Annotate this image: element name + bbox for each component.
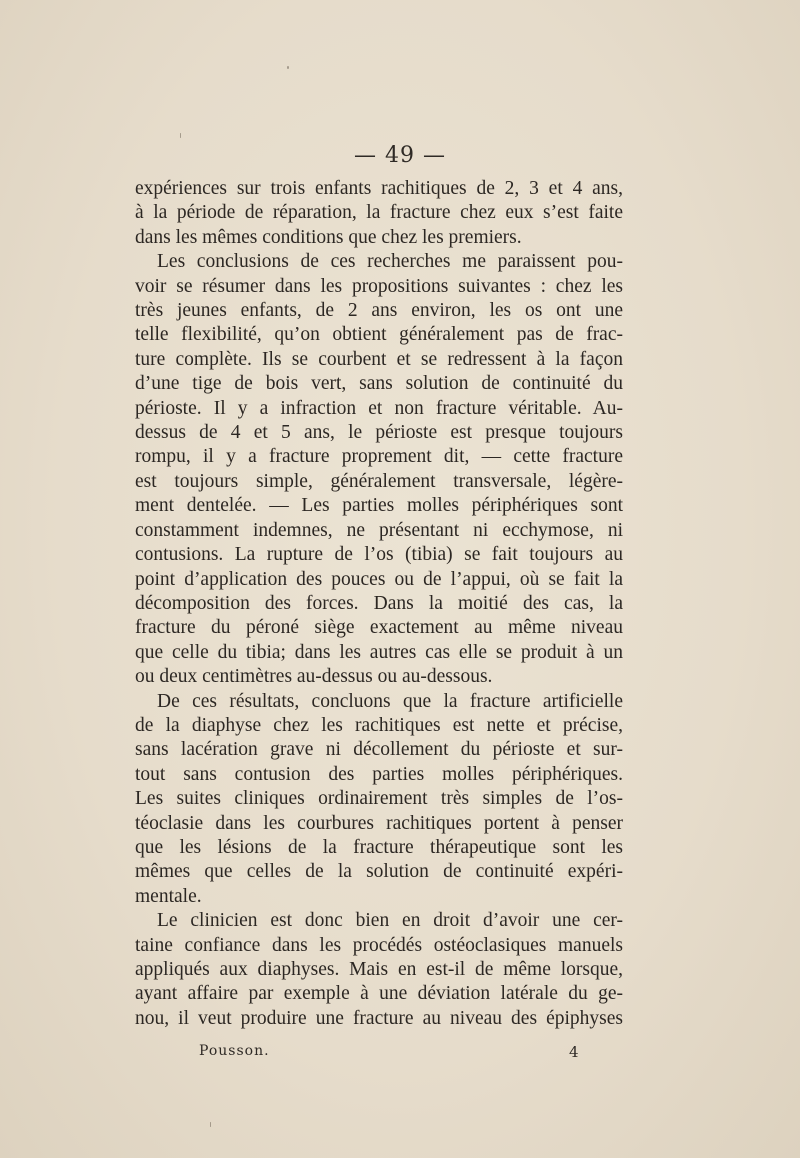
text-line: De ces résultats, concluons que la fracture artificielle <box>157 690 623 712</box>
paragraph <box>135 690 623 910</box>
ink-speck <box>287 66 289 69</box>
body-text <box>135 177 623 1031</box>
text-line: ayant affaire par exemple à une déviation latérale du ge- <box>135 983 623 1005</box>
text-line: fracture du péroné siège exactement au même niveau <box>135 617 623 639</box>
text-line: telle flexibilité, qu’on obtient généralement pas de frac- <box>135 324 623 346</box>
text-line: voir se résumer dans les propositions suivantes : chez les <box>135 275 623 297</box>
text-line: téoclasie dans les courbures rachitiques portent à penser <box>135 812 623 834</box>
text-line: de la diaphyse chez les rachitiques est nette et précise, <box>135 714 623 736</box>
text-line: point d’application des pouces ou de l’appui, où se fait la <box>135 568 623 590</box>
text-line: dans les mêmes conditions que chez les premiers. <box>135 226 522 248</box>
text-line: ture complète. Ils se courbent et se redressent à la façon <box>135 348 623 370</box>
paragraph <box>135 250 623 689</box>
paragraph <box>135 909 623 1031</box>
text-line: mentale. <box>135 885 202 907</box>
text-line: rompu, il y a fracture proprement dit, — cette fracture <box>135 446 623 468</box>
text-line: décomposition des forces. Dans la moitié des cas, la <box>135 592 623 614</box>
text-line: sans lacération grave ni décollement du périoste et sur- <box>135 739 623 761</box>
text-line: d’une tige de bois vert, sans solution de continuité du <box>135 373 623 395</box>
author-running-title: Pousson. <box>199 1043 270 1059</box>
text-line: Les conclusions de ces recherches me paraissent pou- <box>157 251 623 273</box>
text-line: expériences sur trois enfants rachitiques de 2, 3 et 4 ans, <box>135 178 623 199</box>
page-number: — 49 — <box>354 143 446 168</box>
text-line: nou, il veut produire une fracture au niveau des épiphyses <box>135 1007 623 1029</box>
text-line: est toujours simple, généralement transversale, légère- <box>135 470 623 492</box>
text-line: tout sans contusion des parties molles périphériques. <box>135 763 623 785</box>
text-line: que les lésions de la fracture thérapeutique sont les <box>135 836 623 858</box>
ink-speck <box>210 1122 211 1127</box>
text-line: très jeunes enfants, de 2 ans environ, les os ont une <box>135 300 623 322</box>
text-line: mêmes que celles de la solution de continuité expéri- <box>135 861 623 883</box>
text-line: ou deux centimètres au-dessus ou au-dessous. <box>135 666 493 688</box>
ink-speck <box>180 133 181 138</box>
text-line: taine confiance dans les procédés ostéoclasiques manuels <box>135 934 623 956</box>
paragraph <box>135 177 623 250</box>
text-line: à la période de réparation, la fracture chez eux s’est faite <box>135 202 623 224</box>
text-line: Le clinicien est donc bien en droit d’avoir une cer- <box>157 910 623 932</box>
text-line: ment dentelée. — Les parties molles périphériques sont <box>135 495 623 517</box>
text-line: périoste. Il y a infraction et non fracture véritable. Au- <box>135 397 623 419</box>
text-line: dessus de 4 et 5 ans, le périoste est presque toujours <box>135 422 623 444</box>
text-line: Les suites cliniques ordinairement très simples de l’os- <box>135 788 623 810</box>
text-line: contusions. La rupture de l’os (tibia) se fait toujours au <box>135 544 623 566</box>
text-line: appliqués aux diaphyses. Mais en est-il de même lorsque, <box>135 959 623 980</box>
text-line: constamment indemnes, ne présentant ni ecchymose, ni <box>135 519 623 541</box>
signature-mark: 4 <box>569 1043 579 1061</box>
text-line: que celle du tibia; dans les autres cas elle se produit à un <box>135 641 623 663</box>
